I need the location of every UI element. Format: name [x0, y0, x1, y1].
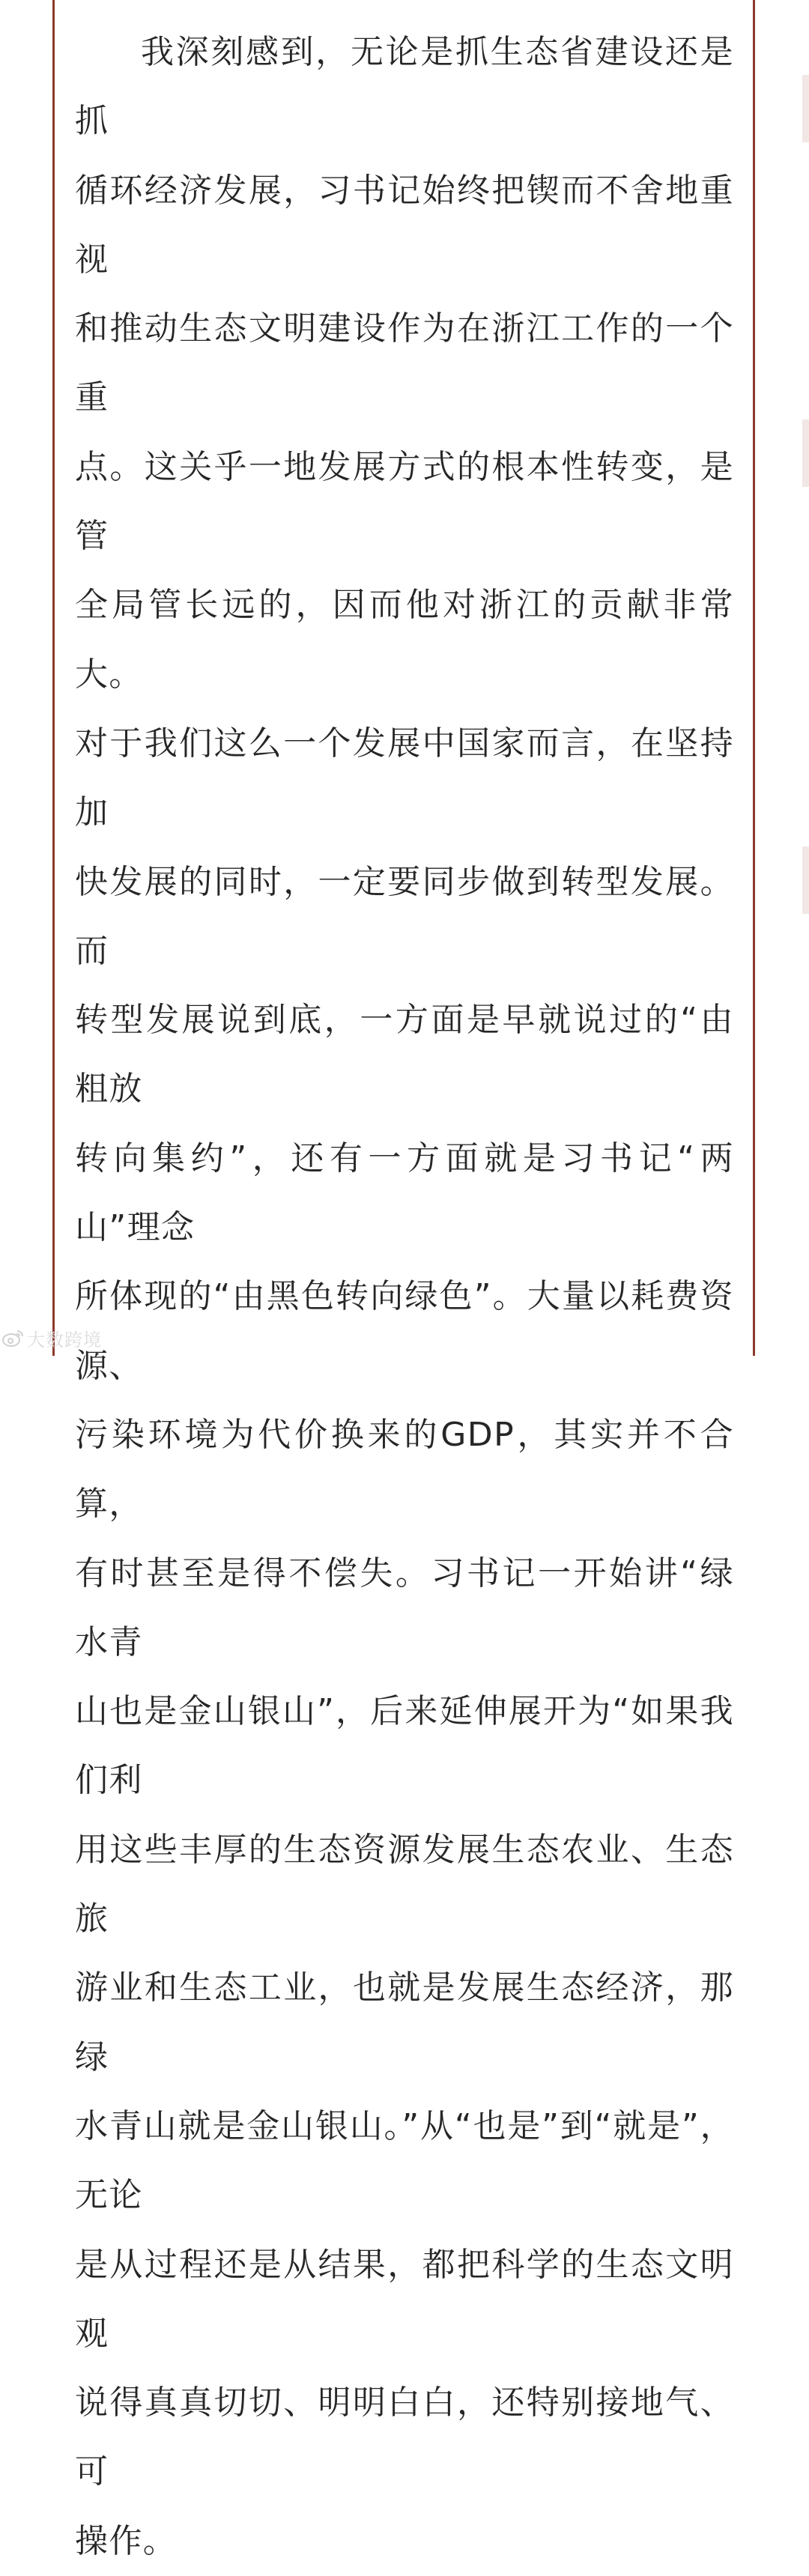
weibo-icon: [1, 1329, 24, 1348]
source-watermark: [1, 1325, 102, 1351]
article-paragraph: 我深刻感到，无论是抓生态省建设还是抓 循环经济发展，习书记始终把锲而不舍地重视 和推动生态文明建设作为在浙江工作的一个重 点。这关乎一地发展方式的根本性转变，是管 全局管长远的，因而他对浙江的贡献非常大。 对于我们这么一个发展中国家而言，在坚持加 快发展的同时，一定要同步做到转型发展。而 转型发展说到底，一方面是早就说过的“由粗放 转向集约”，还有一方面就是习书记“两山”理念 所体现的“由黑色转向绿色”。大量以耗费资源、 污染环境为代价换来的GDP，其实并不合算， 有时甚至是得不偿失。习书记一开始讲“绿水青 山也是金山银山”，后来延伸展开为“如果我们利 用这些丰厚的生态资源发展生态农业、生态旅 游业和生态工业，也就是发展生态经济，那绿 水青山就是金山银山。”从“也是”到“就是”，无论 是从过程还是从结果，都把科学的生态文明观 说得真真切切、明明白白，还特别接地气、可 操作。: [75, 33, 734, 2560]
watermark-text: 大数跨境: [27, 1330, 102, 1351]
edge-decoration: [802, 75, 809, 142]
edge-decoration: [802, 419, 809, 487]
edge-decoration: [802, 846, 809, 914]
